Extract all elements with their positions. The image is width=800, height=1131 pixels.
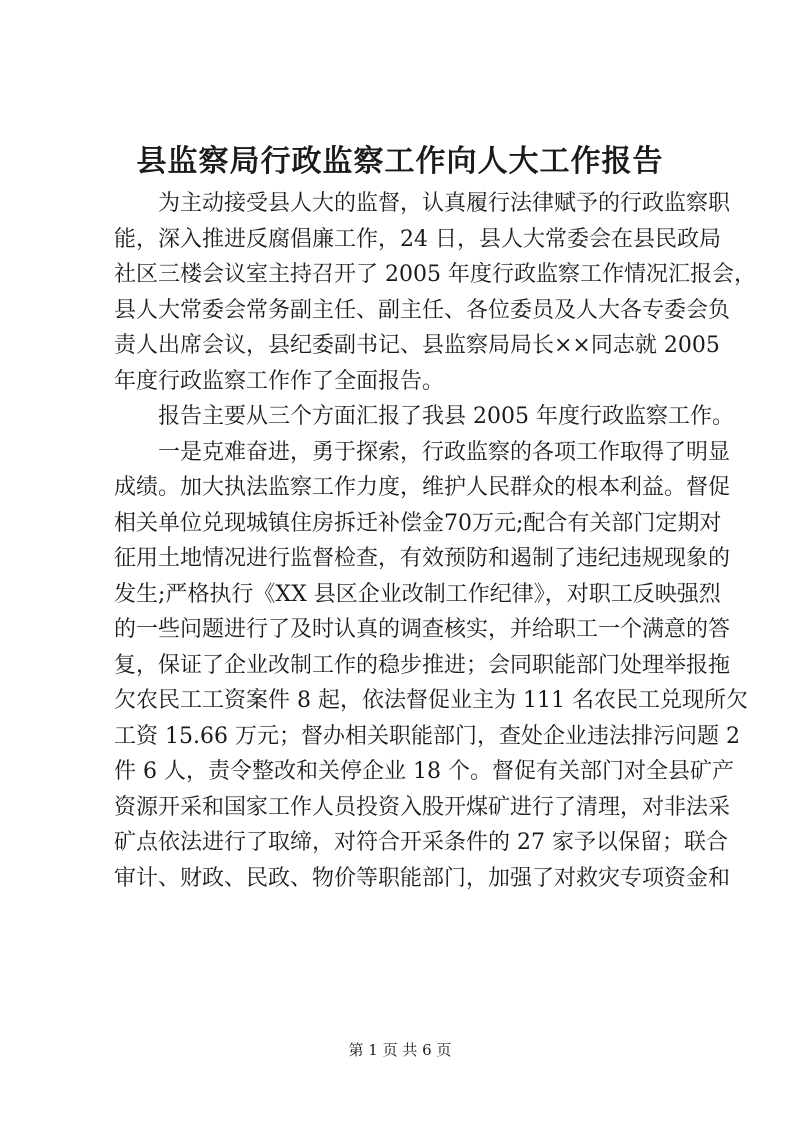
text-line: 县人大常委会常务副主任、副主任、各位委员及人大各专委会负 <box>114 297 731 323</box>
text-line: 征用土地情况进行监督检查，有效预防和遏制了违纪违规现象的 <box>114 546 731 571</box>
text-line: 社区三楼会议室主持召开了 2005 年度行政监察工作情况汇报会， <box>114 262 756 287</box>
text-line: 资源开采和国家工作人员投资入股开煤矿进行了清理，对非法采 <box>114 794 731 820</box>
text-line: 相关单位兑现城镇住房拆迁补偿金70万元;配合有关部门定期对 <box>114 510 722 536</box>
text-line: 的一些问题进行了及时认真的调查核实，并给职工一个满意的答 <box>114 617 731 642</box>
text-line: 能，深入推进反腐倡廉工作，24 日，县人大常委会在县民政局 <box>114 226 721 252</box>
text-line: 审计、财政、民政、物价等职能部门，加强了对救灾专项资金和 <box>114 865 731 891</box>
text-line: 成绩。加大执法监察工作力度，维护人民群众的根本利益。督促 <box>114 475 731 500</box>
text-line: 一是克难奋进，勇于探索，行政监察的各项工作取得了明显 <box>158 439 731 465</box>
text-line: 为主动接受县人大的监督，认真履行法律赋予的行政监察职 <box>158 191 731 216</box>
body-text <box>114 186 756 896</box>
text-line: 年度行政监察工作作了全面报告。 <box>114 368 445 394</box>
text-line: 工资 15.66 万元；督办相关职能部门，查处企业违法排污问题 2 <box>114 723 740 749</box>
text-line: 矿点依法进行了取缔，对符合开采条件的 27 家予以保留；联合 <box>114 830 728 855</box>
page-title: 县监察局行政监察工作向人大工作报告 <box>136 144 664 179</box>
text-line: 报告主要从三个方面汇报了我县 2005 年度行政监察工作。 <box>158 404 734 429</box>
page-number-footer: 第 1 页 共 6 页 <box>348 1041 452 1059</box>
text-line: 件 6 人，责令整改和关停企业 18 个。督促有关部门对全县矿产 <box>114 759 734 784</box>
text-line: 发生;严格执行《XX 县区企业改制工作纪律》，对职工反映强烈 <box>114 581 721 607</box>
text-line: 责人出席会议，县纪委副书记、县监察局局长××同志就 2005 <box>114 333 720 358</box>
text-line: 复，保证了企业改制工作的稳步推进；会同职能部门处理举报拖 <box>114 652 731 678</box>
text-line: 欠农民工工资案件 8 起，依法督促业主为 111 名农民工兑现所欠 <box>114 688 748 713</box>
